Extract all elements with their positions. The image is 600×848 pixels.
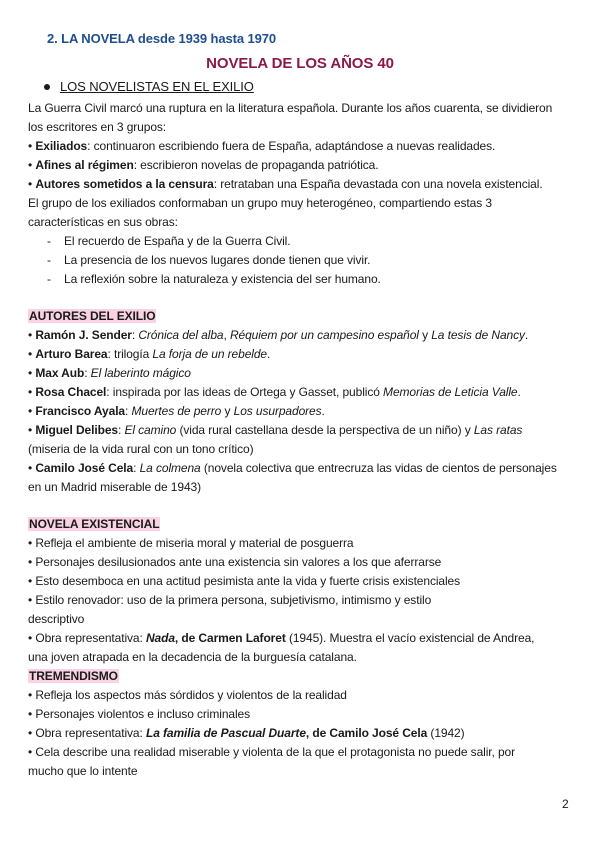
tremendismo-item	[28, 744, 515, 760]
author-name: Ramón J. Sender	[35, 328, 132, 342]
author-item	[28, 346, 270, 362]
author-name: Rosa Chacel	[35, 385, 107, 399]
characteristic-text: La presencia de los nuevos lugares donde tienen que vivir.	[64, 253, 371, 267]
group-label: Afines al régimen	[35, 158, 134, 172]
group-text: : continuaron escribiendo fuera de España, adaptándose a nuevas realidades.	[87, 139, 496, 153]
obra-author: , de Camilo José Cela	[305, 726, 428, 740]
existencial-obra	[28, 630, 534, 646]
author-item	[28, 365, 191, 381]
bullet-glyph: •	[28, 347, 33, 361]
bullet-glyph: •	[28, 328, 33, 342]
obra-text: (1945). Muestra el vacío existencial de Andrea,	[285, 631, 535, 645]
group-item	[28, 138, 495, 154]
bullet-glyph: •	[28, 745, 33, 759]
exilio-heading-text: LOS NOVELISTAS EN EL EXILIO	[60, 79, 254, 94]
work-title: Muertes de perro	[131, 404, 222, 418]
author-text: :	[131, 328, 139, 342]
group-label: Exiliados	[35, 139, 88, 153]
obra-text: Obra representativa:	[35, 631, 146, 645]
bullet-glyph: •	[28, 593, 33, 607]
bullet-glyph: •	[28, 536, 33, 550]
existencial-item	[28, 554, 441, 570]
author-text: y	[221, 404, 234, 418]
bullet-glyph: •	[28, 726, 33, 740]
existencial-heading-text: NOVELA EXISTENCIAL	[29, 517, 160, 531]
author-text: .	[321, 404, 325, 418]
exilio-heading	[44, 79, 254, 95]
bullet-glyph: •	[28, 555, 33, 569]
bullet-icon	[44, 84, 50, 90]
author-text: (vida rural castellana desde la perspectiva de un niño) y	[176, 423, 474, 437]
author-text: :	[117, 423, 125, 437]
existencial-heading	[28, 516, 160, 532]
work-title: Las ratas	[473, 423, 523, 437]
work-title: El laberinto mágico	[90, 366, 191, 380]
bullet-glyph: •	[28, 366, 33, 380]
author-text: : inspirada por las ideas de Ortega y Gasset, publicó	[106, 385, 384, 399]
dash-glyph: -	[47, 253, 51, 267]
author-name: Arturo Barea	[35, 347, 108, 361]
tremendismo-text: Personajes violentos e incluso criminales	[35, 707, 251, 721]
existencial-obra-cont: una joven atrapada en la decadencia de la burguesía catalana.	[28, 650, 357, 664]
author-text: :	[133, 461, 140, 475]
intro-line-2: los escritores en 3 grupos:	[28, 120, 167, 134]
dash-glyph: -	[47, 272, 51, 286]
author-name: Camilo José Cela	[35, 461, 134, 475]
exiled-line-2: características en sus obras:	[28, 215, 178, 229]
group-text: : escribieron novelas de propaganda patriótica.	[133, 158, 379, 172]
author-text: .	[524, 328, 529, 342]
author-item	[28, 403, 325, 419]
bullet-glyph: •	[28, 385, 33, 399]
work-title: Los usurpadores	[233, 404, 322, 418]
author-text: y	[418, 328, 432, 342]
existencial-item	[28, 592, 431, 608]
author-item-cont: en un Madrid miserable de 1943)	[28, 480, 202, 494]
author-text: :	[84, 366, 91, 380]
bullet-glyph: •	[28, 574, 33, 588]
page-number: 2	[562, 797, 569, 811]
exiled-line-1: El grupo de los exiliados conformaban un grupo muy heterogéneo, compartiendo estas 3	[28, 196, 492, 210]
author-text: ,	[223, 328, 230, 342]
author-text: : trilogía	[107, 347, 153, 361]
author-text: .	[266, 347, 271, 361]
bullet-glyph: •	[28, 139, 33, 153]
existencial-text: Esto desemboca en una actitud pesimista ante la vida y fuerte crisis existenciales	[35, 574, 461, 588]
autores-heading	[28, 308, 156, 324]
bullet-glyph: •	[28, 404, 33, 418]
tremendismo-item-cont: mucho que lo intente	[28, 764, 138, 778]
characteristic-text: El recuerdo de España y de la Guerra Civil.	[64, 234, 291, 248]
work-title: Nada	[145, 631, 175, 645]
bullet-glyph: •	[28, 688, 33, 702]
work-title: La forja de un rebelde	[152, 347, 267, 361]
characteristic-item	[47, 252, 370, 268]
bullet-glyph: •	[28, 631, 33, 645]
work-title: La familia de Pascual Duarte	[145, 726, 306, 740]
author-text: (novela colectiva que entrecruza las vidas de cientos de personajes	[200, 461, 557, 475]
author-item-cont: (miseria de la vida rural con un tono crítico)	[28, 442, 254, 456]
obra-author: , de Carmen Laforet	[174, 631, 286, 645]
author-name: Max Aub	[35, 366, 85, 380]
existencial-item-cont: descriptivo	[28, 612, 85, 626]
work-title: La colmena	[139, 461, 201, 475]
autores-heading-text: AUTORES DEL EXILIO	[29, 309, 156, 323]
bullet-glyph: •	[28, 461, 33, 475]
existencial-text: Refleja el ambiente de miseria moral y material de posguerra	[35, 536, 354, 550]
obra-text: (1942)	[427, 726, 465, 740]
section-heading: 2. LA NOVELA desde 1939 hasta 1970	[47, 31, 277, 46]
tremendismo-item	[28, 706, 250, 722]
tremendismo-heading-text: TREMENDISMO	[29, 669, 118, 683]
intro-line-1: La Guerra Civil marcó una ruptura en la literatura española. Durante los años cuarenta, se dividieron	[28, 101, 553, 115]
tremendismo-item	[28, 687, 347, 703]
obra-text: Obra representativa:	[35, 726, 146, 740]
author-name: Miguel Delibes	[35, 423, 118, 437]
work-title: La tesis de Nancy	[431, 328, 525, 342]
tremendismo-obra	[28, 725, 465, 741]
author-item	[28, 327, 528, 343]
author-item	[28, 460, 557, 476]
work-title: Crónica del alba	[138, 328, 224, 342]
page-title: NOVELA DE LOS AÑOS 40	[206, 55, 394, 72]
author-item	[28, 422, 522, 438]
characteristic-item	[47, 271, 381, 287]
bullet-glyph: •	[28, 707, 33, 721]
existencial-item	[28, 535, 354, 551]
existencial-item	[28, 573, 460, 589]
existencial-text: Estilo renovador: uso de la primera persona, subjetivismo, intimismo y estilo	[35, 593, 432, 607]
bullet-glyph: •	[28, 177, 33, 191]
author-name: Francisco Ayala	[35, 404, 125, 418]
dash-glyph: -	[47, 234, 51, 248]
group-text: : retrataban una España devastada con una novela existencial.	[213, 177, 543, 191]
tremendismo-text: Refleja los aspectos más sórdidos y violentos de la realidad	[35, 688, 347, 702]
existencial-text: Personajes desilusionados ante una existencia sin valores a los que aferrarse	[35, 555, 442, 569]
bullet-glyph: •	[28, 158, 33, 172]
author-text: .	[517, 385, 521, 399]
group-label: Autores sometidos a la censura	[35, 177, 214, 191]
author-item	[28, 384, 521, 400]
author-text: :	[125, 404, 132, 418]
work-title: Memorias de Leticia Valle	[383, 385, 518, 399]
tremendismo-heading	[28, 668, 119, 684]
characteristic-item	[47, 233, 290, 249]
work-title: Réquiem por un campesino español	[229, 328, 419, 342]
work-title: El camino	[124, 423, 177, 437]
characteristic-text: La reflexión sobre la naturaleza y existencia del ser humano.	[64, 272, 381, 286]
group-item	[28, 176, 543, 192]
group-item	[28, 157, 378, 173]
tremendismo-text: Cela describe una realidad miserable y violenta de la que el protagonista no puede salir, por	[35, 745, 516, 759]
bullet-glyph: •	[28, 423, 33, 437]
